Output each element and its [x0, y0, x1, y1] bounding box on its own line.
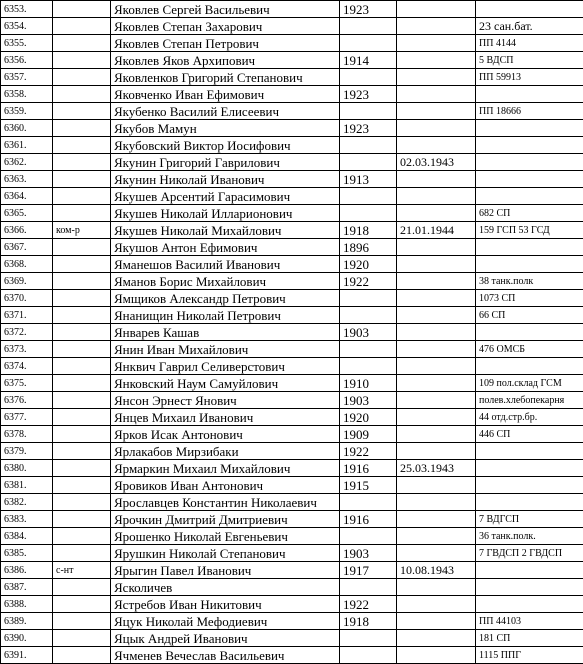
rank-cell [53, 375, 111, 392]
record-number-cell: 6373. [1, 341, 53, 358]
military-unit-cell: 7 ГВДСП 2 ГВДСП [476, 545, 583, 562]
rank-cell: с-нт [53, 562, 111, 579]
military-unit-cell: 181 СП [476, 630, 583, 647]
rank-cell [53, 477, 111, 494]
birth-year-cell: 1913 [340, 171, 397, 188]
military-unit-cell: полев.хлебопекарня [476, 392, 583, 409]
table-row [1, 358, 583, 375]
birth-year-cell: 1903 [340, 324, 397, 341]
table-row [1, 511, 583, 528]
full-name-cell: Ярыгин Павел Иванович [111, 562, 340, 579]
birth-year-cell [340, 528, 397, 545]
birth-year-cell [340, 358, 397, 375]
date-cell [397, 239, 476, 256]
birth-year-cell: 1914 [340, 52, 397, 69]
date-cell [397, 120, 476, 137]
table-row [1, 494, 583, 511]
rank-cell [53, 409, 111, 426]
birth-year-cell: 1916 [340, 511, 397, 528]
birth-year-cell: 1903 [340, 392, 397, 409]
full-name-cell: Янин Иван Михайлович [111, 341, 340, 358]
record-number-cell: 6381. [1, 477, 53, 494]
table-row [1, 239, 583, 256]
military-unit-cell [476, 494, 583, 511]
date-cell: 25.03.1943 [397, 460, 476, 477]
military-unit-cell [476, 239, 583, 256]
full-name-cell: Янковский Наум Самуйлович [111, 375, 340, 392]
military-unit-cell: ПП 18666 [476, 103, 583, 120]
table-row [1, 375, 583, 392]
table-row [1, 443, 583, 460]
full-name-cell: Якушов Антон Ефимович [111, 239, 340, 256]
military-unit-cell: 159 ГСП 53 ГСД [476, 222, 583, 239]
military-unit-cell: 476 ОМСБ [476, 341, 583, 358]
record-number-cell: 6361. [1, 137, 53, 154]
date-cell [397, 341, 476, 358]
table-row [1, 171, 583, 188]
rank-cell [53, 1, 111, 18]
date-cell [397, 35, 476, 52]
table-row [1, 205, 583, 222]
military-unit-cell: 5 ВДСП [476, 52, 583, 69]
full-name-cell: Янцев Михаил Иванович [111, 409, 340, 426]
full-name-cell: Ясколичев [111, 579, 340, 596]
table-row [1, 256, 583, 273]
date-cell [397, 18, 476, 35]
record-number-cell: 6355. [1, 35, 53, 52]
rank-cell [53, 205, 111, 222]
birth-year-cell [340, 137, 397, 154]
table-row [1, 35, 583, 52]
birth-year-cell [340, 647, 397, 664]
rank-cell [53, 35, 111, 52]
date-cell [397, 477, 476, 494]
table-row [1, 392, 583, 409]
record-number-cell: 6371. [1, 307, 53, 324]
record-number-cell: 6384. [1, 528, 53, 545]
record-number-cell: 6359. [1, 103, 53, 120]
table-row [1, 647, 583, 664]
table-row [1, 188, 583, 205]
full-name-cell: Ястребов Иван Никитович [111, 596, 340, 613]
record-number-cell: 6366. [1, 222, 53, 239]
record-number-cell: 6363. [1, 171, 53, 188]
date-cell [397, 375, 476, 392]
military-unit-cell [476, 562, 583, 579]
table-row [1, 528, 583, 545]
military-unit-cell: 109 пол.склад ГСМ [476, 375, 583, 392]
military-unit-cell [476, 443, 583, 460]
rank-cell [53, 443, 111, 460]
military-unit-cell: 7 ВДГСП [476, 511, 583, 528]
rank-cell [53, 630, 111, 647]
date-cell [397, 290, 476, 307]
rank-cell [53, 188, 111, 205]
full-name-cell: Янквич Гаврил Селиверстович [111, 358, 340, 375]
date-cell [397, 69, 476, 86]
full-name-cell: Яковленков Григорий Степанович [111, 69, 340, 86]
full-name-cell: Ярославцев Константин Николаевич [111, 494, 340, 511]
full-name-cell: Ярошенко Николай Евгеньевич [111, 528, 340, 545]
record-number-cell: 6387. [1, 579, 53, 596]
record-number-cell: 6364. [1, 188, 53, 205]
rank-cell [53, 120, 111, 137]
record-number-cell: 6365. [1, 205, 53, 222]
birth-year-cell [340, 188, 397, 205]
date-cell [397, 443, 476, 460]
birth-year-cell: 1920 [340, 256, 397, 273]
rank-cell [53, 494, 111, 511]
record-number-cell: 6357. [1, 69, 53, 86]
full-name-cell: Якушев Николай Михайлович [111, 222, 340, 239]
full-name-cell: Яманешов Василий Иванович [111, 256, 340, 273]
military-unit-cell [476, 460, 583, 477]
date-cell [397, 86, 476, 103]
date-cell [397, 511, 476, 528]
date-cell [397, 103, 476, 120]
rank-cell [53, 528, 111, 545]
military-unit-cell [476, 188, 583, 205]
full-name-cell: Яковлев Степан Захарович [111, 18, 340, 35]
birth-year-cell: 1916 [340, 460, 397, 477]
date-cell [397, 307, 476, 324]
table-row [1, 307, 583, 324]
birth-year-cell: 1903 [340, 545, 397, 562]
record-number-cell: 6358. [1, 86, 53, 103]
record-number-cell: 6354. [1, 18, 53, 35]
table-row [1, 86, 583, 103]
record-number-cell: 6375. [1, 375, 53, 392]
military-unit-cell [476, 477, 583, 494]
full-name-cell: Яковлев Яков Архипович [111, 52, 340, 69]
record-number-cell: 6390. [1, 630, 53, 647]
full-name-cell: Яманов Борис Михайлович [111, 273, 340, 290]
military-unit-cell [476, 579, 583, 596]
military-unit-cell: ПП 59913 [476, 69, 583, 86]
record-number-cell: 6389. [1, 613, 53, 630]
rank-cell [53, 324, 111, 341]
full-name-cell: Якубовский Виктор Иосифович [111, 137, 340, 154]
record-number-cell: 6372. [1, 324, 53, 341]
military-unit-cell: 1115 ППГ [476, 647, 583, 664]
date-cell [397, 494, 476, 511]
full-name-cell: Яковлев Степан Петрович [111, 35, 340, 52]
birth-year-cell: 1896 [340, 239, 397, 256]
birth-year-cell: 1922 [340, 273, 397, 290]
rank-cell [53, 18, 111, 35]
full-name-cell: Ярков Исак Антонович [111, 426, 340, 443]
rank-cell [53, 256, 111, 273]
record-number-cell: 6367. [1, 239, 53, 256]
rank-cell [53, 511, 111, 528]
record-number-cell: 6368. [1, 256, 53, 273]
record-number-cell: 6388. [1, 596, 53, 613]
record-number-cell: 6374. [1, 358, 53, 375]
birth-year-cell [340, 205, 397, 222]
table-row [1, 222, 583, 239]
full-name-cell: Янсон Эрнест Янович [111, 392, 340, 409]
table-row [1, 52, 583, 69]
table-row [1, 545, 583, 562]
rank-cell [53, 579, 111, 596]
date-cell: 02.03.1943 [397, 154, 476, 171]
military-unit-cell: 1073 СП [476, 290, 583, 307]
record-number-cell: 6382. [1, 494, 53, 511]
birth-year-cell [340, 18, 397, 35]
military-unit-cell: 44 отд.стр.бр. [476, 409, 583, 426]
birth-year-cell [340, 341, 397, 358]
date-cell [397, 596, 476, 613]
date-cell [397, 426, 476, 443]
date-cell [397, 358, 476, 375]
rank-cell [53, 341, 111, 358]
table-row [1, 290, 583, 307]
rank-cell [53, 358, 111, 375]
rank-cell [53, 426, 111, 443]
record-number-cell: 6380. [1, 460, 53, 477]
rank-cell [53, 137, 111, 154]
full-name-cell: Якунин Николай Иванович [111, 171, 340, 188]
birth-year-cell: 1923 [340, 86, 397, 103]
military-unit-cell [476, 358, 583, 375]
date-cell [397, 528, 476, 545]
date-cell [397, 205, 476, 222]
birth-year-cell: 1909 [340, 426, 397, 443]
full-name-cell: Ямщиков Александр Петрович [111, 290, 340, 307]
full-name-cell: Ярочкин Дмитрий Дмитриевич [111, 511, 340, 528]
table-row [1, 69, 583, 86]
date-cell [397, 256, 476, 273]
birth-year-cell [340, 579, 397, 596]
rank-cell [53, 171, 111, 188]
birth-year-cell: 1918 [340, 222, 397, 239]
rank-cell [53, 613, 111, 630]
military-unit-cell [476, 1, 583, 18]
full-name-cell: Якубенко Василий Елисеевич [111, 103, 340, 120]
record-number-cell: 6386. [1, 562, 53, 579]
full-name-cell: Январев Кашав [111, 324, 340, 341]
table-row [1, 137, 583, 154]
table-row [1, 630, 583, 647]
table-row [1, 579, 583, 596]
record-number-cell: 6356. [1, 52, 53, 69]
birth-year-cell [340, 103, 397, 120]
record-number-cell: 6391. [1, 647, 53, 664]
military-unit-cell [476, 256, 583, 273]
table-row [1, 324, 583, 341]
full-name-cell: Ярмаркин Михаил Михайлович [111, 460, 340, 477]
birth-year-cell: 1922 [340, 443, 397, 460]
record-number-cell: 6360. [1, 120, 53, 137]
table-row [1, 273, 583, 290]
table-row [1, 562, 583, 579]
rank-cell [53, 596, 111, 613]
record-number-cell: 6377. [1, 409, 53, 426]
table-row [1, 341, 583, 358]
rank-cell [53, 103, 111, 120]
rank-cell [53, 273, 111, 290]
date-cell [397, 324, 476, 341]
table-row [1, 103, 583, 120]
full-name-cell: Яцык Андрей Иванович [111, 630, 340, 647]
date-cell [397, 188, 476, 205]
rank-cell [53, 307, 111, 324]
table-row [1, 613, 583, 630]
military-unit-cell [476, 171, 583, 188]
full-name-cell: Яцук Николай Мефодиевич [111, 613, 340, 630]
full-name-cell: Яровиков Иван Антонович [111, 477, 340, 494]
birth-year-cell [340, 630, 397, 647]
record-number-cell: 6378. [1, 426, 53, 443]
military-unit-cell: ПП 44103 [476, 613, 583, 630]
birth-year-cell: 1918 [340, 613, 397, 630]
full-name-cell: Якунин Григорий Гаврилович [111, 154, 340, 171]
birth-year-cell: 1917 [340, 562, 397, 579]
full-name-cell: Ячменев Вечеслав Васильевич [111, 647, 340, 664]
rank-cell [53, 52, 111, 69]
birth-year-cell: 1923 [340, 1, 397, 18]
full-name-cell: Якушев Николай Илларионович [111, 205, 340, 222]
table-row [1, 154, 583, 171]
rank-cell [53, 86, 111, 103]
rank-cell [53, 290, 111, 307]
birth-year-cell [340, 307, 397, 324]
table-row [1, 409, 583, 426]
military-unit-cell: 682 СП [476, 205, 583, 222]
military-unit-cell: 446 СП [476, 426, 583, 443]
rank-cell [53, 69, 111, 86]
date-cell [397, 630, 476, 647]
record-number-cell: 6369. [1, 273, 53, 290]
full-name-cell: Якушев Арсентий Гарасимович [111, 188, 340, 205]
date-cell [397, 392, 476, 409]
military-unit-cell: 66 СП [476, 307, 583, 324]
date-cell: 21.01.1944 [397, 222, 476, 239]
record-number-cell: 6370. [1, 290, 53, 307]
register-rows [1, 1, 583, 664]
date-cell [397, 579, 476, 596]
date-cell [397, 1, 476, 18]
date-cell [397, 545, 476, 562]
full-name-cell: Яковченко Иван Ефимович [111, 86, 340, 103]
rank-cell [53, 239, 111, 256]
military-unit-cell: ПП 4144 [476, 35, 583, 52]
record-number-cell: 6353. [1, 1, 53, 18]
table-row [1, 477, 583, 494]
table-row [1, 426, 583, 443]
date-cell [397, 613, 476, 630]
birth-year-cell [340, 290, 397, 307]
record-number-cell: 6383. [1, 511, 53, 528]
table-row [1, 18, 583, 35]
military-unit-cell [476, 324, 583, 341]
rank-cell [53, 647, 111, 664]
birth-year-cell [340, 35, 397, 52]
rank-cell [53, 154, 111, 171]
table-row [1, 1, 583, 18]
rank-cell: ком-р [53, 222, 111, 239]
full-name-cell: Якубов Мамун [111, 120, 340, 137]
military-unit-cell [476, 596, 583, 613]
table-row [1, 460, 583, 477]
rank-cell [53, 392, 111, 409]
full-name-cell: Янанищин Николай Петрович [111, 307, 340, 324]
military-unit-cell: 23 сан.бат. [476, 18, 583, 35]
birth-year-cell: 1910 [340, 375, 397, 392]
military-unit-cell [476, 86, 583, 103]
military-unit-cell [476, 120, 583, 137]
birth-year-cell: 1920 [340, 409, 397, 426]
table-row [1, 120, 583, 137]
birth-year-cell [340, 154, 397, 171]
date-cell [397, 137, 476, 154]
rank-cell [53, 460, 111, 477]
date-cell [397, 409, 476, 426]
record-number-cell: 6376. [1, 392, 53, 409]
record-number-cell: 6362. [1, 154, 53, 171]
date-cell: 10.08.1943 [397, 562, 476, 579]
birth-year-cell [340, 494, 397, 511]
military-unit-cell: 36 танк.полк. [476, 528, 583, 545]
full-name-cell: Ярлакабов Мирзибаки [111, 443, 340, 460]
date-cell [397, 273, 476, 290]
military-unit-cell [476, 154, 583, 171]
rank-cell [53, 545, 111, 562]
record-number-cell: 6379. [1, 443, 53, 460]
full-name-cell: Ярушкин Николай Степанович [111, 545, 340, 562]
military-unit-cell [476, 137, 583, 154]
birth-year-cell: 1922 [340, 596, 397, 613]
full-name-cell: Яковлев Сергей Васильевич [111, 1, 340, 18]
birth-year-cell [340, 69, 397, 86]
date-cell [397, 52, 476, 69]
birth-year-cell: 1923 [340, 120, 397, 137]
table-row [1, 596, 583, 613]
military-unit-cell: 38 танк.полк [476, 273, 583, 290]
birth-year-cell: 1915 [340, 477, 397, 494]
record-number-cell: 6385. [1, 545, 53, 562]
date-cell [397, 647, 476, 664]
date-cell [397, 171, 476, 188]
